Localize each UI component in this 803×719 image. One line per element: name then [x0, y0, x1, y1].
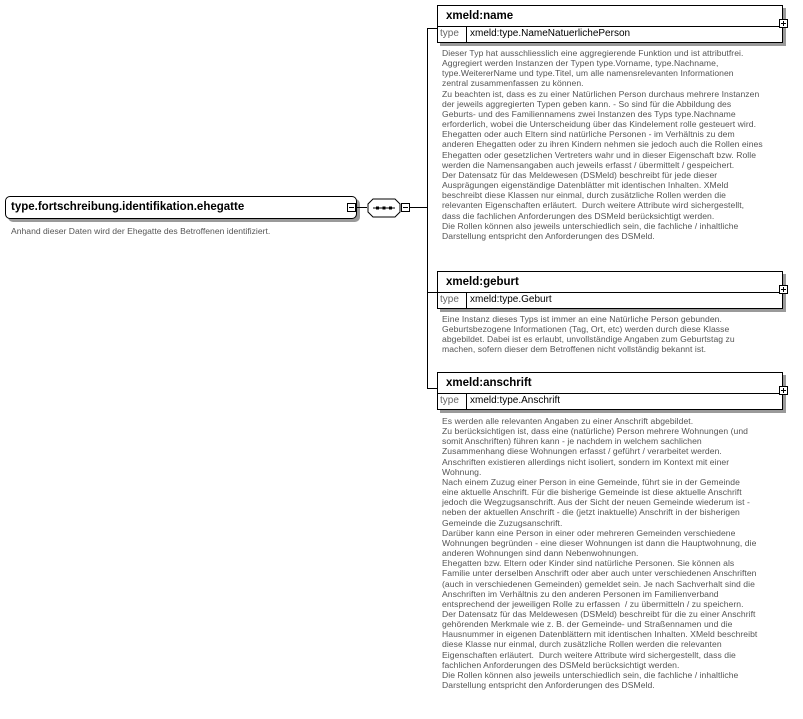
root-type-title: type.fortschreibung.identifikation.ehegatte [11, 201, 245, 213]
element-type-row-anschrift [438, 393, 782, 409]
sequence-collapse-icon[interactable] [401, 203, 410, 212]
root-type-description: Anhand dieser Daten wird der Ehegatte des Betroffenen identifiziert. [11, 226, 271, 236]
connector-root-sequence [356, 207, 367, 208]
connector-to-anschrift [427, 388, 437, 389]
type-key-label: type [438, 27, 467, 42]
element-box-name[interactable] [437, 5, 783, 43]
type-value-name: xmeld:type.NameNatuerlichePerson [470, 28, 631, 39]
sequence-compositor-icon[interactable] [367, 198, 401, 218]
connector-to-name [427, 28, 437, 29]
type-key-label: type [438, 293, 467, 308]
expand-anschrift-icon[interactable] [779, 386, 788, 395]
element-description-geburt: Eine Instanz dieses Typs ist immer an eine Natürliche Person gebunden. Geburtsbezogene Informationen (Tag, Ort, etc) werden durch diese Klasse abgebildet. Dabei ist es erlaubt, unvollständige Angaben zum Geburtstag zu machen, sofern dieser dem Betroffenen nicht vollständig bekannt ist. [442, 314, 735, 355]
element-description-name: Dieser Typ hat ausschliesslich eine aggregierende Funktion und ist attributfrei. Aggregiert werden Instanzen der Typen type.Vorname, type.Nachname, type.WeitererName und type.Titel, um alle namensrelevanten Informationen zentral zusammenfassen zu können. Zu beachten ist, dass es zu einer Natürlichen Person durchaus mehrere Instanzen der jeweils aggregierten Typen geben kann. - So sind für die Abbildung des Geburts- und des Familiennamens zwei Instanzen des Typs type.Nachname erforderlich, wobei die Unterscheidung über das Kindelement rolle gesteuert wird. Ehegatten oder auch Eltern sind natürliche Personen - im Verhältnis zu dem anderen Ehegatten oder zu ihren Kindern nehmen sie jedoch auch die Rollen eines Ehegatten oder gesetzlichen Vertreters wahr und in dieser Eigenschaft bzw. Rolle werden die Namensangaben auch jeweils erfasst / übermittelt / gespeichert. Der Datensatz für das Meldewesen (DSMeld) beschreibt für jede dieser Ausprägungen eigenständige Datenblätter mit identischen Inhalten. XMeld beschreibt diese Klassen nur einmal, durch zusätzliche Rollen werden die relevanten Eigenschaften erläutert. Durch weitere Attribute wird sichergestellt, dass die fachlichen Anforderungen des DSMeld berücksichtigt werden. Die Rollen können also jeweils unterschiedlich sein, die fachliche / inhaltliche Darstellung entspricht den Anforderungen des DSMeld. [442, 48, 763, 241]
element-title-anschrift: xmeld:anschrift [446, 377, 532, 389]
element-type-row-name [438, 26, 782, 42]
connector-to-geburt [427, 292, 437, 293]
type-key-label: type [438, 394, 467, 409]
type-value-geburt: xmeld:type.Geburt [470, 294, 552, 305]
expand-geburt-icon[interactable] [779, 285, 788, 294]
element-title-name: xmeld:name [446, 10, 514, 22]
element-box-anschrift[interactable] [437, 372, 783, 410]
element-title-geburt: xmeld:geburt [446, 276, 519, 288]
element-description-anschrift: Es werden alle relevanten Angaben zu einer Anschrift abgebildet. Zu berücksichtigen ist, dass eine (natürliche) Person mehrere Wohnungen (und somit Anschriften) führen kann - je nachdem in welchem sachlichen Zusammenhang diese Wohnungen erfasst / geführt / verarbeitet werden. Anschriften existieren allerdings nicht isoliert, sondern im Kontext mit einer Wohnung. Nach einem Zuzug einer Person in eine Gemeinde, führt sie in der Gemeinde eine aktuelle Anschrift. Für die bisherige Gemeinde ist diese aktuelle Anschrift jedoch die Wegzugsanschrift. Aus der Sicht der neuen Gemeinde wiederum ist - neben der aktuellen Anschrift - die (jetzt inaktuelle) Anschrift in der bisherigen Gemeinde die Zuzugsanschrift. Darüber kann eine Person in einer oder mehreren Gemeinden verschiedene Wohnungen begründen - eine dieser Wohnungen ist dann die Hauptwohnung, die anderen Wohnungen sind dann Nebenwohnungen. Ehegatten bzw. Eltern oder Kinder sind natürliche Personen. Sie können als Familie unter derselben Anschrift oder aber auch unter verschiedenen Anschriften (auch in verschiedenen Gemeinden) gemeldet sein. Je nach Sachverhalt sind die Anschriften im Verhältnis zu den anderen Personen im Familienverband entsprechend der jeweiligen Rolle zu erfassen / zu übermitteln / zu speichern. Der Datensatz für das Meldewesen (DSMeld) beschreibt für die zu einer Anschrift gehörenden Merkmale wie z. B. der Gemeinde- und Straßennamen und die Hausnummer in eigenen Datenblättern mit identischen Inhalten. XMeld beschreibt diese Klasse nur einmal, durch zusätzliche Rollen werden die relevanten Eigenschaften erläutert. Durch weitere Attribute wird sichergestellt, dass die fachlichen Anforderungen des DSMeld berücksichtigt werden. Die Rollen können also jeweils unterschiedlich sein, die fachliche / inhaltliche Darstellung entspricht den Anforderungen des DSMeld. [442, 416, 758, 691]
expand-name-icon[interactable] [779, 19, 788, 28]
element-type-row-geburt [438, 292, 782, 308]
root-type-box[interactable] [5, 196, 357, 219]
element-box-geburt[interactable] [437, 271, 783, 309]
connector-vertical-trunk [427, 28, 428, 388]
connector-sequence-trunk [410, 207, 428, 208]
type-value-anschrift: xmeld:type.Anschrift [470, 395, 561, 406]
root-collapse-icon[interactable] [347, 203, 356, 212]
